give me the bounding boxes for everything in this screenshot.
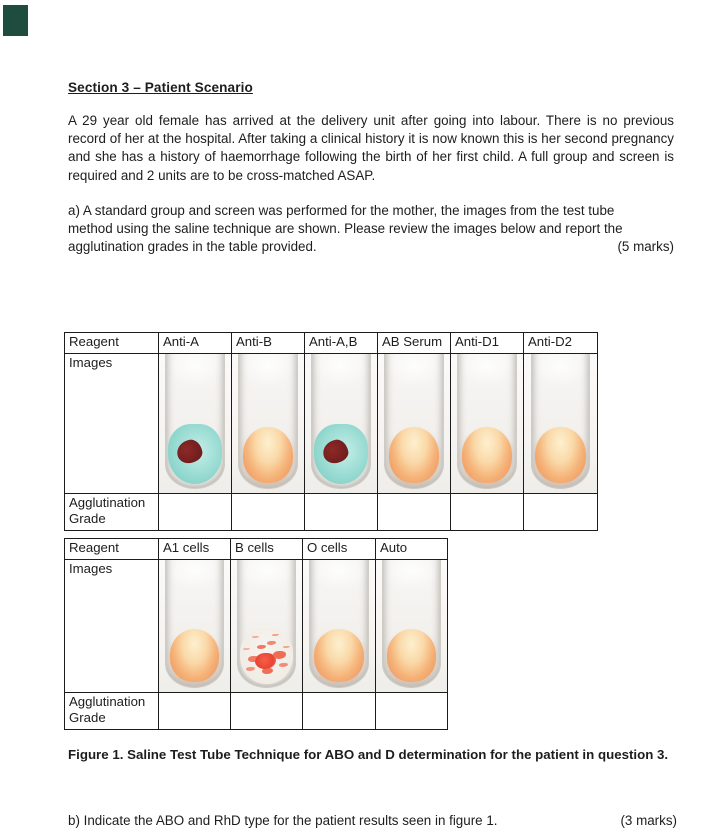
tube-image-anti-d2: [524, 354, 597, 493]
tube-image-ab-serum: [378, 354, 450, 493]
question-b: [68, 813, 677, 828]
tube-image-anti-b: [232, 354, 304, 493]
reverse-header-row: [65, 539, 448, 560]
reverse-images-label: Images: [65, 559, 159, 692]
tube-contents: [389, 427, 439, 483]
test-tube-b-cells: [231, 560, 302, 692]
corner-marker: [3, 5, 28, 36]
forward-column-header-ab-serum: AB Serum: [378, 333, 451, 354]
intro-paragraph: A 29 year old female has arrived at the delivery unit after going into labour. There is no previous record of her at the hospital. After taking a clinical history it is now known this is her second pregnancy and she has a history of haemorrhage following the birth of her first child. A full group and screen is required and 2 units are to be cross-matched ASAP.: [68, 113, 674, 183]
reverse-column-header-auto: Auto: [376, 539, 448, 560]
forward-group-table: [64, 332, 598, 531]
reverse-reagent-label: Reagent: [65, 539, 159, 560]
reverse-grade-row: [65, 692, 448, 729]
tube-contents: [535, 427, 586, 483]
grade-cell: [524, 493, 598, 530]
tube-contents: [240, 628, 293, 683]
question-a-marks: (5 marks): [617, 239, 674, 255]
test-tube-anti-d2: [524, 354, 597, 493]
test-tube-anti-a: [159, 354, 231, 493]
reverse-group-table: [64, 538, 448, 730]
forward-column-header-anti-d2: Anti-D2: [524, 333, 598, 354]
forward-column-header-anti-a: Anti-A: [159, 333, 232, 354]
tube-image-anti-d1: [451, 354, 523, 493]
forward-header-row: [65, 333, 598, 354]
grade-cell: [305, 493, 378, 530]
forward-grade-label: Agglutination Grade: [65, 493, 159, 530]
reverse-column-header-a1-cells: A1 cells: [159, 539, 231, 560]
tube-contents: [243, 427, 293, 483]
question-b-text: b) Indicate the ABO and RhD type for the patient results seen in figure 1.: [68, 813, 498, 828]
tube-contents: [170, 629, 220, 682]
grade-cell: [376, 692, 448, 729]
question-a-text: a) A standard group and screen was performed for the mother, the images from the test tube method using the saline technique are shown. Please review the images below and report the agglutination grades in the table provided.: [68, 203, 623, 255]
question-b-marks: (3 marks): [620, 813, 677, 828]
test-tube-ab-serum: [378, 354, 450, 493]
grade-cell: [231, 692, 303, 729]
forward-column-header-anti-ab: Anti-A,B: [305, 333, 378, 354]
forward-reagent-label: Reagent: [65, 333, 159, 354]
forward-images-label: Images: [65, 353, 159, 493]
forward-column-header-anti-d1: Anti-D1: [451, 333, 524, 354]
tube-image-b-cells: [231, 560, 302, 692]
reverse-grade-label: Agglutination Grade: [65, 692, 159, 729]
forward-column-header-anti-b: Anti-B: [232, 333, 305, 354]
tube-image-o-cells: [303, 560, 375, 692]
grade-cell: [159, 692, 231, 729]
grade-cell: [303, 692, 376, 729]
section-heading: Section 3 – Patient Scenario: [68, 80, 253, 95]
test-tube-o-cells: [303, 560, 375, 692]
test-tube-auto: [376, 560, 447, 692]
test-tube-anti-b: [232, 354, 304, 493]
test-tube-anti-d1: [451, 354, 523, 493]
tube-contents: [314, 629, 364, 682]
tube-image-auto: [376, 560, 447, 692]
grade-cell: [451, 493, 524, 530]
forward-images-row: [65, 353, 598, 493]
tube-image-anti-a: [159, 354, 231, 493]
reverse-images-row: [65, 559, 448, 692]
question-a: [68, 202, 674, 257]
forward-grade-row: [65, 493, 598, 530]
test-tube-a1-cells: [159, 560, 230, 692]
test-tube-anti-ab: [305, 354, 377, 493]
tube-contents: [314, 424, 369, 484]
grade-cell: [232, 493, 305, 530]
tube-image-anti-ab: [305, 354, 377, 493]
tube-contents: [168, 424, 223, 484]
tube-image-a1-cells: [159, 560, 230, 692]
tube-contents: [387, 629, 437, 682]
tube-contents: [462, 427, 512, 483]
grade-cell: [159, 493, 232, 530]
reverse-column-header-b-cells: B cells: [231, 539, 303, 560]
figure-caption: Figure 1. Saline Test Tube Technique for ABO and D determination for the patient in question 3.: [68, 747, 669, 762]
reverse-column-header-o-cells: O cells: [303, 539, 376, 560]
grade-cell: [378, 493, 451, 530]
